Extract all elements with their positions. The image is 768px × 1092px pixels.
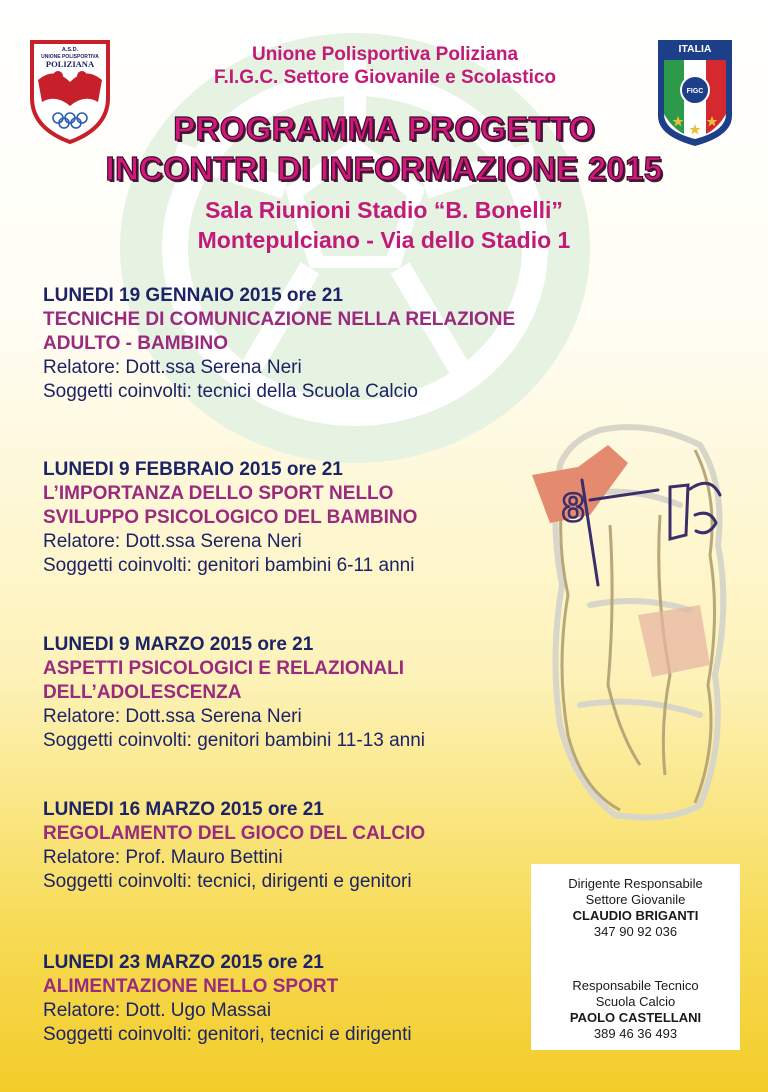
jersey-number: 8 bbox=[562, 486, 585, 530]
event-date: LUNEDI 16 MARZO 2015 ore 21 bbox=[43, 799, 324, 820]
event-topic: ALIMENTAZIONE NELLO SPORT bbox=[43, 976, 339, 997]
crest-line1: A.S.D. bbox=[61, 47, 79, 53]
contact-phone: 347 90 92 036 bbox=[593, 924, 678, 939]
event-speaker: Relatore: Prof. Mauro Bettini bbox=[43, 847, 283, 868]
event-date: LUNEDI 19 GENNAIO 2015 ore 21 bbox=[43, 285, 343, 306]
organization-sector: F.I.G.C. Settore Giovanile e Scolastico bbox=[213, 67, 557, 88]
contact-role-detail: Settore Giovanile bbox=[585, 892, 686, 907]
venue-name: Sala Riunioni Stadio “B. Bonelli” bbox=[205, 197, 563, 223]
event-audience: Soggetti coinvolti: genitori bambini 6-11 anni bbox=[43, 555, 415, 576]
event-topic: REGOLAMENTO DEL GIOCO DEL CALCIO bbox=[43, 823, 426, 844]
contact-phone: 389 46 36 493 bbox=[593, 1026, 678, 1041]
event-date: LUNEDI 23 MARZO 2015 ore 21 bbox=[43, 952, 324, 973]
contact-name: PAOLO CASTELLANI bbox=[569, 1010, 702, 1025]
event-topic: DELL’ADOLESCENZA bbox=[43, 682, 242, 703]
event-speaker: Relatore: Dott.ssa Serena Neri bbox=[43, 531, 302, 552]
contacts-box bbox=[531, 864, 740, 1050]
event-item bbox=[43, 458, 643, 578]
event-topic: ADULTO - BAMBINO bbox=[43, 333, 229, 354]
event-speaker: Relatore: Dott.ssa Serena Neri bbox=[43, 706, 302, 727]
contact-role: Responsabile Tecnico bbox=[572, 978, 699, 993]
contact-role: Dirigente Responsabile bbox=[568, 876, 703, 891]
crest-line3: POLIZIANA bbox=[45, 59, 95, 69]
organization-name: Unione Polisportiva Poliziana bbox=[251, 44, 519, 65]
contact-block bbox=[531, 978, 740, 1042]
event-topic: ASPETTI PSICOLOGICI E RELAZIONALI bbox=[43, 658, 405, 679]
event-speaker: Relatore: Dott. Ugo Massai bbox=[43, 1000, 272, 1021]
venue-address: Montepulciano - Via dello Stadio 1 bbox=[197, 227, 571, 253]
italia-label: ITALIA bbox=[678, 43, 712, 55]
crest-line2: UNIONE POLISPORTIVA bbox=[41, 54, 99, 60]
event-item bbox=[43, 284, 643, 404]
event-topic: L’IMPORTANZA DELLO SPORT NELLO bbox=[43, 483, 394, 504]
event-audience: Soggetti coinvolti: tecnici della Scuola Calcio bbox=[43, 381, 418, 402]
event-date: LUNEDI 9 MARZO 2015 ore 21 bbox=[43, 634, 314, 655]
contact-role-detail: Scuola Calcio bbox=[595, 994, 676, 1009]
contact-name: CLAUDIO BRIGANTI bbox=[572, 908, 699, 923]
event-date: LUNEDI 9 FEBBRAIO 2015 ore 21 bbox=[43, 459, 343, 480]
event-speaker: Relatore: Dott.ssa Serena Neri bbox=[43, 357, 302, 378]
event-topic: TECNICHE DI COMUNICAZIONE NELLA RELAZIONE bbox=[43, 309, 516, 330]
event-audience: Soggetti coinvolti: tecnici, dirigenti e genitori bbox=[43, 871, 412, 892]
poster-title-line1: PROGRAMMA PROGETTO bbox=[173, 110, 595, 147]
event-topic: SVILUPPO PSICOLOGICO DEL BAMBINO bbox=[43, 507, 418, 528]
event-audience: Soggetti coinvolti: genitori, tecnici e dirigenti bbox=[43, 1024, 412, 1045]
contact-block bbox=[531, 876, 740, 940]
poster-title-line2: INCONTRI DI INFORMAZIONE 2015 bbox=[105, 150, 663, 187]
event-audience: Soggetti coinvolti: genitori bambini 11-13 anni bbox=[43, 730, 425, 751]
figc-badge-label: FIGC bbox=[686, 88, 704, 95]
event-item bbox=[43, 633, 643, 753]
